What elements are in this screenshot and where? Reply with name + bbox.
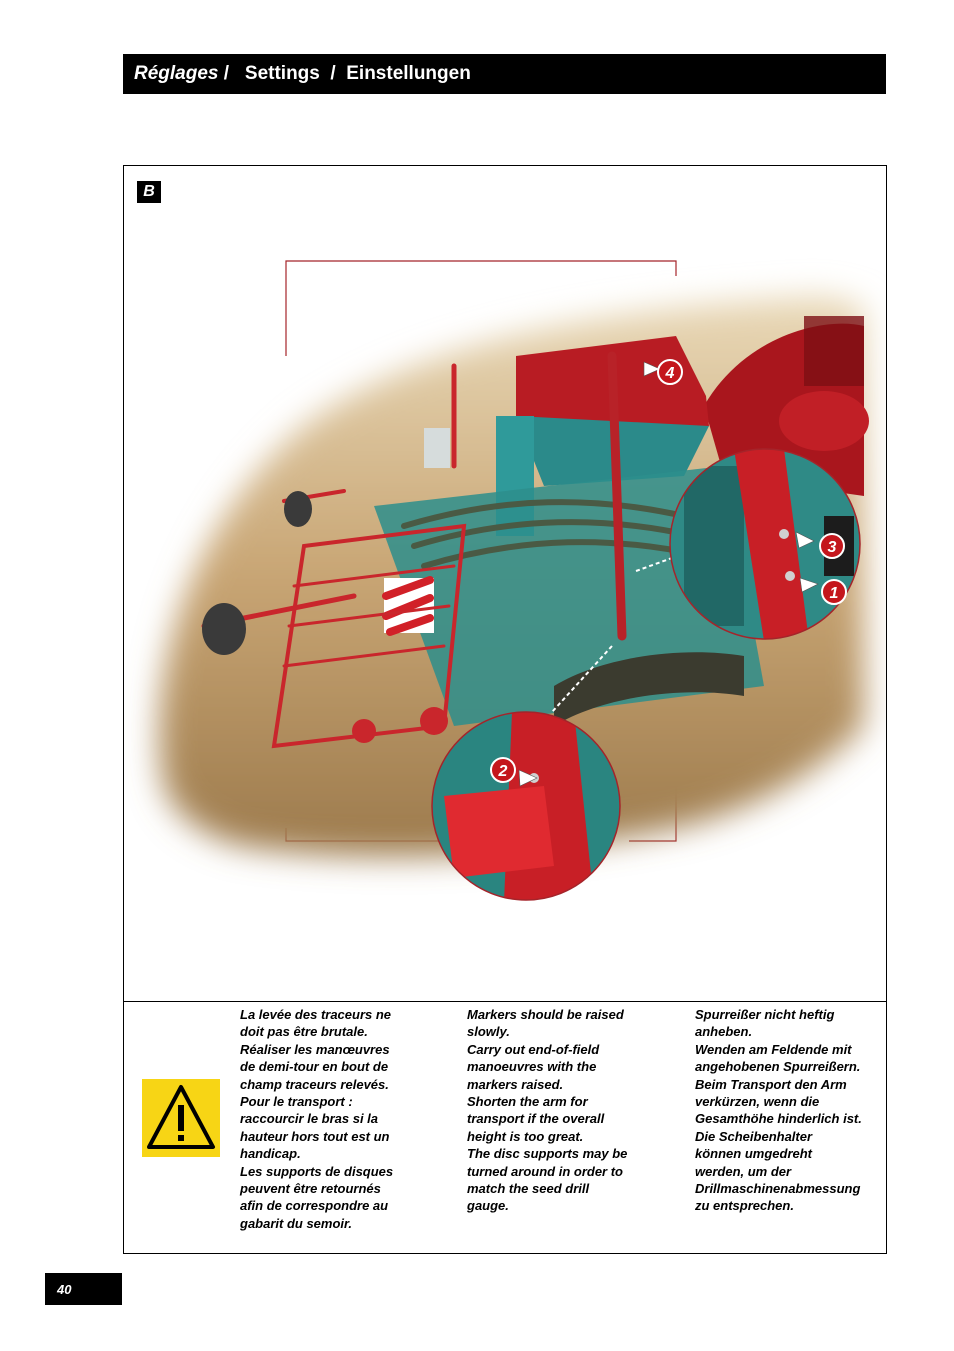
text-line: match the seed drill: [467, 1181, 590, 1197]
callout-badge-4: [658, 360, 682, 384]
warning-triangle-icon: [142, 1079, 220, 1157]
header-title-fr: Réglages: [134, 63, 219, 84]
seed-drill-photo: [124, 166, 886, 1001]
warning-text-de: [695, 1006, 875, 1215]
page-header: [123, 54, 886, 94]
text-line: verkürzen, wenn die: [695, 1094, 820, 1110]
text-line: champ traceurs relevés.: [240, 1076, 389, 1092]
content-panel: [123, 165, 887, 1254]
text-line: Carry out end-of-field: [467, 1041, 600, 1057]
header-title-de: Einstellungen: [346, 63, 471, 84]
section-label: B: [137, 181, 161, 203]
text-line: Markers should be raised: [467, 1007, 624, 1022]
callout-badge-2: [491, 758, 515, 782]
text-line: können umgedreht: [695, 1146, 813, 1162]
text-line: peuvent être retournés: [240, 1181, 381, 1197]
text-line: angehobenen Spurreißern.: [695, 1059, 861, 1075]
text-line: markers raised.: [467, 1076, 564, 1092]
text-line: werden, um der: [695, 1163, 792, 1179]
text-line: Die Scheibenhalter: [695, 1128, 813, 1144]
text-line: anheben.: [695, 1024, 753, 1040]
text-line: manoeuvres with the: [467, 1059, 597, 1075]
text-line: slowly.: [467, 1024, 510, 1040]
text-line: La levée des traceurs ne: [240, 1007, 392, 1022]
warning-text-en: [467, 1006, 647, 1215]
page-number: 40: [45, 1273, 122, 1305]
callout-label: 2: [498, 763, 508, 780]
text-line: gauge.: [467, 1198, 509, 1214]
callout-label: 3: [827, 539, 837, 556]
text-line: height is too great.: [467, 1128, 584, 1144]
text-line: gabarit du semoir.: [240, 1215, 352, 1231]
text-line: turned around in order to: [467, 1163, 623, 1179]
text-line: Beim Transport den Arm: [695, 1076, 847, 1092]
callout-label: 1: [829, 585, 839, 602]
text-line: zu entsprechen.: [695, 1198, 794, 1214]
text-line: Réaliser les manœuvres: [240, 1041, 390, 1057]
text-line: transport if the overall: [467, 1111, 605, 1127]
callout-label: 4: [665, 365, 675, 382]
text-line: Drillmaschinenabmessung: [695, 1181, 861, 1197]
detail-circle-bottom: [432, 712, 622, 902]
header-title-en: Settings: [244, 63, 320, 84]
text-line: Les supports de disques: [240, 1163, 394, 1179]
header-separator: /: [319, 63, 347, 84]
text-line: Pour le transport :: [240, 1094, 353, 1110]
text-line: de demi-tour en bout de: [240, 1059, 389, 1075]
callout-badge-3: [820, 534, 844, 558]
text-line: raccourcir le bras si la: [240, 1111, 379, 1127]
text-line: Wenden am Feldende mit: [695, 1041, 852, 1057]
text-line: Gesamthöhe hinderlich ist.: [695, 1111, 862, 1127]
text-line: handicap.: [240, 1146, 301, 1162]
text-line: The disc supports may be: [467, 1146, 628, 1162]
text-line: Shorten the arm for: [467, 1094, 588, 1110]
text-line: doit pas être brutale.: [240, 1024, 368, 1040]
panel-divider: [124, 1001, 886, 1002]
header-separator: /: [218, 63, 245, 84]
text-line: hauteur hors tout est un: [240, 1128, 390, 1144]
warning-text-fr: [240, 1006, 420, 1232]
text-line: Spurreißer nicht heftig: [695, 1007, 835, 1022]
text-line: afin de correspondre au: [240, 1198, 389, 1214]
callout-badge-1: [822, 580, 846, 604]
